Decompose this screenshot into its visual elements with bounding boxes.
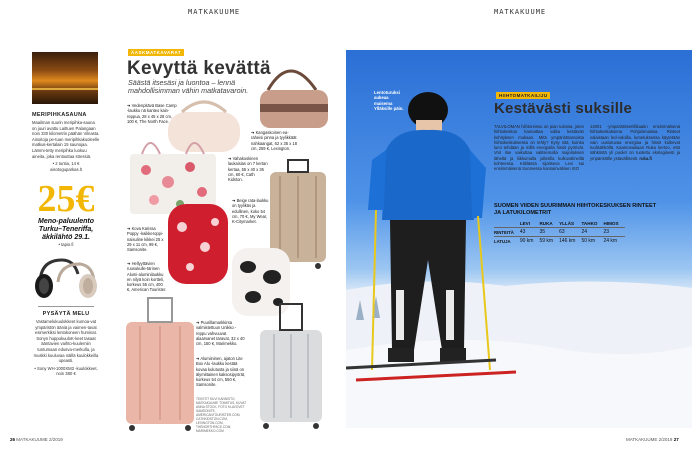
col-ruka: RUKA: [539, 221, 553, 226]
middle-lead: Säästä itsesäsi ja luontoa – lennä mahdollisimman vähin matkatavaroin.: [128, 78, 249, 95]
caption-my-wear: ➔ Beige rata-laukku on tyylikäs ja edullinen, koko 54 cm, 70 €, My Wear, K-Citymarket.: [232, 198, 269, 225]
col-tahko: TAHKO: [581, 221, 598, 226]
meno-paluu: Meno-paluulento Turku–Teneriffa, äkkilähtö 29.1.: [38, 218, 94, 242]
photo-credit: TEKSTIT SUVI KANNISTO, MATKAKUUME TOIMITUS, KUVAT ANNA STOCK, FOTO KLAVOVET SAMSONITE, AMERICANTOURISTER.COM, CATHKIDSTON.COM, LEXINGTON.COM, THENORTHFACE.COM, MARIMEKKO.COM: [196, 397, 247, 433]
col-yllas: YLLÄS: [559, 221, 575, 226]
caption-lexington: ➔ Kangaskoinen ea-raheisi pinna ja tyylikkäät nahkaangat, 62 x 35 x 18 cm, 259 €, Lexington.: [251, 130, 297, 151]
meripihka-title: MERIPIHKASAUNA: [32, 112, 87, 118]
ski-resort-table: [494, 221, 625, 245]
middle-title: Kevyttä kevättä: [127, 58, 271, 79]
caption-samsonite-backpack: ➔ Kova Karissa Poppy -kaikkeroppi-naisuline kikkei 25 x 29 x 11 cm, 99 €, Samsonite.: [127, 226, 164, 253]
article-column-2: 14001 -ympäristösertifikaatin ensimmäisenä hiihtokeskuksena Pohjoismaissa. Rinteet valaistaan led-valoilla, lumetuksessa käytetään vain uusiutuvaa energiaa ja hissit kulkevat tuulisähköllä. Kaamosaikaan Ruka kertoo, että sähköstä yli puolet on tuotettu ekologisesti ja ympäristölle ystävällisesti. ruka.fi: [590, 124, 680, 161]
article-title: Kestävästi suksille: [494, 100, 633, 117]
article-tag: HIIHTOMATKAILIJU: [496, 92, 550, 99]
footer-right: MATKAKUUME 2/2019 27: [626, 437, 679, 442]
sauna-photo: [32, 52, 98, 104]
melu-title: PYSÄYTÄ MELU: [42, 310, 90, 317]
table-row: RINTEITÄ 43 35 63 24 23: [494, 228, 625, 237]
meripihka-link: aisotoguparkas.lt: [50, 166, 82, 172]
meno-link: • tapio.fi: [58, 242, 74, 248]
footer-left: 26 MATKAKUUME 2/2019: [10, 437, 63, 442]
caption-samsonite-alu: ➔ Alumiininen, ajaton Lite Box Alu -laukku kestää kovaa kulutusta ja siinä on älymittainen kaksosipyörät, korkeus 54 cm, 550 €, Samsonite.: [196, 356, 246, 388]
melu-text: Vastamelukuulokkeet kumoa-vat ympäristön ääniä ja vaimen-tavat esimerkiksi lentokoneen huminat. Sonyn huppukuuloK-keet tasaat ääntavien vaihto-kuulemiin tuntumaan edusva-merkulla, ja muskki kuuluvaa näillä kuulokkeilla upeasti.: [33, 318, 99, 364]
col-himos: HIMOS: [603, 221, 619, 226]
caption-north-face: ➔ Vedenpitävä Base Camp -laukku nä kanteo kain-reppua, 28 x 45 x 28 cm, 100 €, The North Face.: [127, 103, 177, 124]
article-column-1: TALVILOMAN hiihtoreissu on pian tulossa, joten hiihtokeskus kannattaa valita kestävän kehityksen mukaan. Mitä ympäristöarvoista hiihtokeskuksessa on tehty? Kysy sitä, kuinka lumi tehdään ja millä energialla hissit pyörivät. Voit itse vaikuttaa valitsemalla majoituksen läheltä ja liikkumalla julkisilla kulkuvälineillä kohteessa. Kittilässä sijaitseva Levi sai ensimmäisenä Suomessa kansainvälisen ISO: [494, 124, 584, 172]
photo-caption: Lentoturuksi aukeaa maisema Ylläksille päin.: [374, 90, 404, 112]
caption-marimekko: ➔ Puurillamarkkinta valmistettuun Unikko -reppu vahvuuvat alaarvanet taravat, 32 x 40 cm, 150 €, Marimekko.: [196, 320, 245, 347]
headphones-image: [32, 254, 100, 302]
caption-cath-kidston: ➔ Vahakoskinen laukaisias on 7 kertan kertaa, 55 x 40 x 36 cm, 60 €, Cath Kidston.: [228, 156, 268, 183]
meripihka-text: Maailman suurin meripihka-sauna on juuri avattu Laittuen Palangaan noin 330 kilometrin päähän Vilnasta. Ainoitoja pe-tuan meripihkakuoleelle matkus-kertalain 15 saunojaa. Lämmi-tetty meripihka luokuu aineita, joka rentouttaa stressiä.: [32, 120, 100, 159]
section-header-right: MATKAKUUME: [494, 8, 547, 16]
melu-price: • Sony WH-1000XM3 -kuulokkeet, noin 380 €: [34, 365, 98, 377]
table-title: SUOMEN VIIDEN SUURIMMAN HIIHTOKESKUKSEN RINTEET JA LATUKILOMETRIT: [494, 203, 657, 216]
section-header-left: MATKAKUUME: [188, 8, 241, 16]
middle-tag: ÄASKMATKAVARAT: [128, 49, 184, 56]
caption-american-tourister: ➔ Hellyyttävien ruusukulle-tärinen Alumi-aluminilaukku en nilyä koin kortteli, korkeus 55 cm, 400 €, American Tourister.: [127, 261, 167, 293]
price-25: 25€: [37, 178, 95, 221]
col-levi: LEVI: [519, 221, 531, 226]
sidebar: [32, 52, 100, 377]
table-row: LATUJA 90 km 59 km 146 km 50 km 24 km: [494, 237, 625, 246]
meripihka-price: • 2 tuntia, 14 €: [52, 161, 80, 167]
